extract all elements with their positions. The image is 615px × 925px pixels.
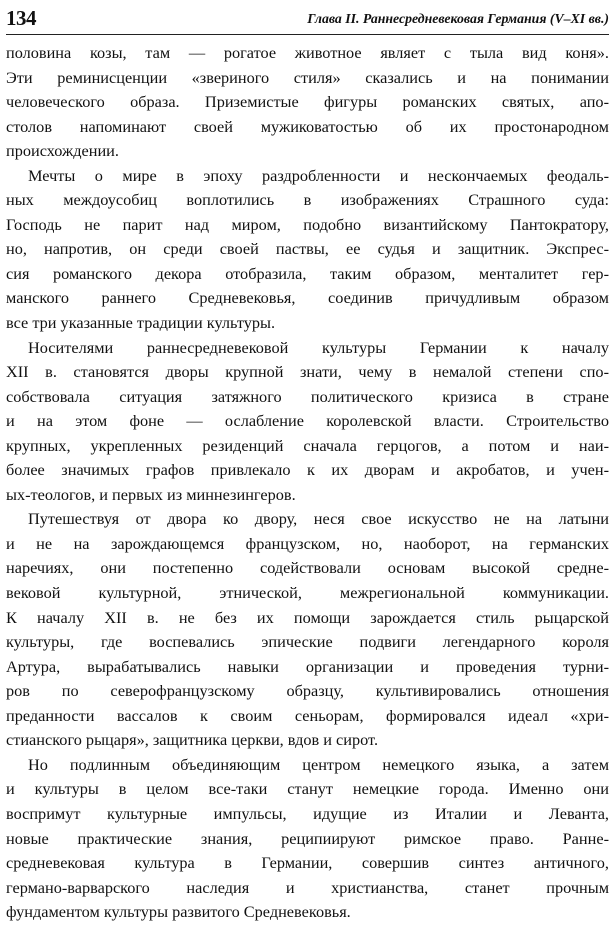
text-line: вековой культурной, этнической, межрегиональной коммуникации. bbox=[6, 583, 609, 603]
text-line: Мечты о мире в эпоху раздробленности и нескончаемых феодаль- bbox=[28, 165, 609, 185]
text-line: и культуры в целом все-таки станут немецкие города. Именно они bbox=[6, 779, 609, 799]
text-line: и на этом фоне — ослабление королевской власти. Строительство bbox=[6, 411, 609, 431]
text-line: средневековая культура в Германии, совершив синтез античного, bbox=[6, 853, 609, 873]
text-line: столов напоминают своей мужиковатостью об их простонародном bbox=[6, 116, 609, 136]
text-line: все три указанные традиции культуры. bbox=[6, 313, 276, 333]
text-line: манского раннего Средневековья, соединив причудливым образом bbox=[6, 288, 609, 308]
text-line: преданности вассалов к своим сеньорам, формировался идеал «хри- bbox=[6, 705, 609, 725]
book-page bbox=[6, 0, 609, 922]
text-line: сия романского декора отобразила, таким образом, менталитет гер- bbox=[6, 263, 609, 283]
text-line: германо-варварского наследия и христианства, станет прочным bbox=[6, 877, 609, 897]
text-line: Путешествуя от двора ко двору, неся свое искусство не на латыни bbox=[28, 509, 609, 529]
text-line: культуры, где воспевались эпические подвиги легендарного короля bbox=[6, 632, 609, 652]
text-line: XII в. становятся дворы крупной знати, чему в немалой степени спо- bbox=[6, 362, 609, 382]
text-line: ных междоусобиц воплотились в изображениях Страшного суда: bbox=[6, 190, 609, 210]
running-title: Глава II. Раннесредневековая Германия (V–XI вв.) bbox=[307, 11, 609, 26]
text-line: более значимых графов привлекало к их дворам и акробатов, и учен- bbox=[6, 460, 609, 480]
text-line: Носителями раннесредневековой культуры Германии к началу bbox=[28, 337, 609, 357]
paragraph bbox=[6, 41, 609, 164]
text-line: наречиях, они постепенно содействовали основам высокой средне- bbox=[6, 558, 609, 578]
text-line: и не на зарождающемся французском, но, наоборот, на германских bbox=[6, 533, 609, 553]
page-number: 134 bbox=[6, 6, 36, 30]
header-rule bbox=[6, 34, 609, 35]
text-line: ров по северофранцузскому образцу, культивировались отношения bbox=[6, 681, 609, 701]
text-line: но, напротив, он среди своей паствы, ее судья и защитник. Экспрес- bbox=[6, 239, 609, 259]
text-line: ых-теологов, и первых из миннезингеров. bbox=[6, 484, 296, 504]
paragraph bbox=[6, 164, 609, 336]
text-line: Но подлинным объединяющим центром немецкого языка, а затем bbox=[28, 754, 609, 774]
page-header bbox=[6, 0, 609, 38]
text-line: собствовала ситуация затяжного политического кризиса в стране bbox=[6, 386, 609, 406]
text-line: человеческого образа. Приземистые фигуры романских святых, апо- bbox=[6, 92, 609, 112]
text-line: крупных, укрепленных резиденций сначала герцогов, а потом и наи- bbox=[6, 435, 609, 455]
paragraph bbox=[6, 753, 609, 925]
text-line: К началу XII в. не без их помощи зарождается стиль рыцарской bbox=[6, 607, 609, 627]
page-body bbox=[6, 41, 609, 925]
text-line: происхождении. bbox=[6, 141, 119, 161]
text-line: фундаментом культуры развитого Средневековья. bbox=[6, 902, 351, 922]
text-line: Артура, вырабатывались навыки организации и проведения турни- bbox=[6, 656, 609, 676]
paragraph bbox=[6, 507, 609, 752]
text-line: половина козы, там — рогатое животное являет с тыла вид коня». bbox=[6, 43, 609, 62]
text-line: Эти реминисценции «звериного стиля» сказались и на понимании bbox=[6, 67, 609, 87]
paragraph bbox=[6, 336, 609, 508]
text-line: Господь не парит над миром, подобно византийскому Пантократору, bbox=[6, 214, 609, 234]
text-line: воспримут культурные импульсы, идущие из Италии и Леванта, bbox=[6, 803, 609, 823]
text-line: стианского рыцаря», защитника церкви, вдов и сирот. bbox=[6, 730, 379, 750]
text-line: новые практические знания, реципиируют римское право. Ранне- bbox=[6, 828, 609, 848]
